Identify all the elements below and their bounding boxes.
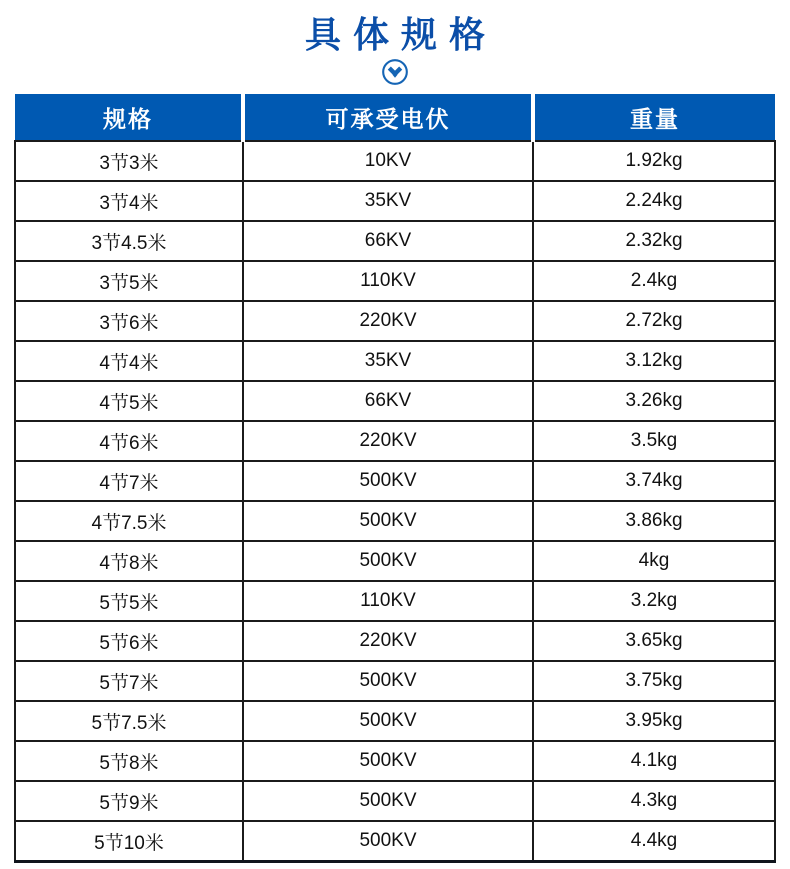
- voltage-cell: 66KV: [243, 381, 533, 421]
- table-row: [15, 261, 775, 301]
- spec-cell: 5节10米: [15, 821, 243, 862]
- table-row: [15, 661, 775, 701]
- table-row: [15, 541, 775, 581]
- spec-cell: 4节5米: [15, 381, 243, 421]
- col-header-spec: 规格: [15, 94, 243, 141]
- weight-cell: 3.2kg: [533, 581, 775, 621]
- voltage-cell: 35KV: [243, 341, 533, 381]
- table-row: [15, 621, 775, 661]
- weight-cell: 3.26kg: [533, 381, 775, 421]
- spec-table-header: [15, 94, 775, 141]
- weight-cell: 4.4kg: [533, 821, 775, 862]
- table-row: [15, 781, 775, 821]
- spec-cell: 5节7.5米: [15, 701, 243, 741]
- weight-cell: 3.65kg: [533, 621, 775, 661]
- voltage-cell: 500KV: [243, 821, 533, 862]
- spec-cell: 5节5米: [15, 581, 243, 621]
- weight-cell: 2.4kg: [533, 261, 775, 301]
- voltage-cell: 220KV: [243, 421, 533, 461]
- voltage-cell: 35KV: [243, 181, 533, 221]
- voltage-cell: 500KV: [243, 741, 533, 781]
- table-row: [15, 301, 775, 341]
- voltage-cell: 110KV: [243, 261, 533, 301]
- spec-cell: 3节6米: [15, 301, 243, 341]
- weight-cell: 4.3kg: [533, 781, 775, 821]
- weight-cell: 4.1kg: [533, 741, 775, 781]
- section-divider: [0, 58, 790, 88]
- table-row: [15, 701, 775, 741]
- weight-cell: 4kg: [533, 541, 775, 581]
- weight-cell: 3.74kg: [533, 461, 775, 501]
- voltage-cell: 110KV: [243, 581, 533, 621]
- spec-cell: 4节7.5米: [15, 501, 243, 541]
- spec-cell: 5节6米: [15, 621, 243, 661]
- page-title: 具体规格: [304, 14, 497, 55]
- spec-cell: 3节5米: [15, 261, 243, 301]
- voltage-cell: 500KV: [243, 781, 533, 821]
- spec-cell: 5节7米: [15, 661, 243, 701]
- table-row: [15, 421, 775, 461]
- voltage-cell: 66KV: [243, 221, 533, 261]
- spec-cell: 3节3米: [15, 141, 243, 181]
- spec-cell: 3节4米: [15, 181, 243, 221]
- spec-cell: 3节4.5米: [15, 221, 243, 261]
- col-header-weight: 重量: [533, 94, 775, 141]
- table-row: [15, 461, 775, 501]
- voltage-cell: 500KV: [243, 501, 533, 541]
- spec-cell: 4节7米: [15, 461, 243, 501]
- spec-cell: 5节9米: [15, 781, 243, 821]
- voltage-cell: 500KV: [243, 661, 533, 701]
- weight-cell: 1.92kg: [533, 141, 775, 181]
- table-row: [15, 221, 775, 261]
- table-row: [15, 341, 775, 381]
- header-row: [15, 94, 775, 141]
- spec-table-body: [15, 141, 775, 862]
- spec-cell: 4节8米: [15, 541, 243, 581]
- weight-cell: 3.86kg: [533, 501, 775, 541]
- voltage-cell: 500KV: [243, 461, 533, 501]
- table-row: [15, 581, 775, 621]
- table-row: [15, 501, 775, 541]
- voltage-cell: 220KV: [243, 621, 533, 661]
- weight-cell: 3.5kg: [533, 421, 775, 461]
- voltage-cell: 500KV: [243, 701, 533, 741]
- voltage-cell: 10KV: [243, 141, 533, 181]
- spec-cell: 5节8米: [15, 741, 243, 781]
- weight-cell: 2.32kg: [533, 221, 775, 261]
- table-row: [15, 181, 775, 221]
- table-row: [15, 741, 775, 781]
- chevron-down-circle-icon: [381, 58, 409, 86]
- voltage-cell: 220KV: [243, 301, 533, 341]
- spec-table: [14, 94, 776, 863]
- weight-cell: 2.24kg: [533, 181, 775, 221]
- weight-cell: 2.72kg: [533, 301, 775, 341]
- table-row: [15, 821, 775, 862]
- weight-cell: 3.12kg: [533, 341, 775, 381]
- weight-cell: 3.75kg: [533, 661, 775, 701]
- voltage-cell: 500KV: [243, 541, 533, 581]
- weight-cell: 3.95kg: [533, 701, 775, 741]
- col-header-voltage: 可承受电伏: [243, 94, 533, 141]
- table-row: [15, 381, 775, 421]
- table-row: [15, 141, 775, 181]
- spec-cell: 4节6米: [15, 421, 243, 461]
- spec-cell: 4节4米: [15, 341, 243, 381]
